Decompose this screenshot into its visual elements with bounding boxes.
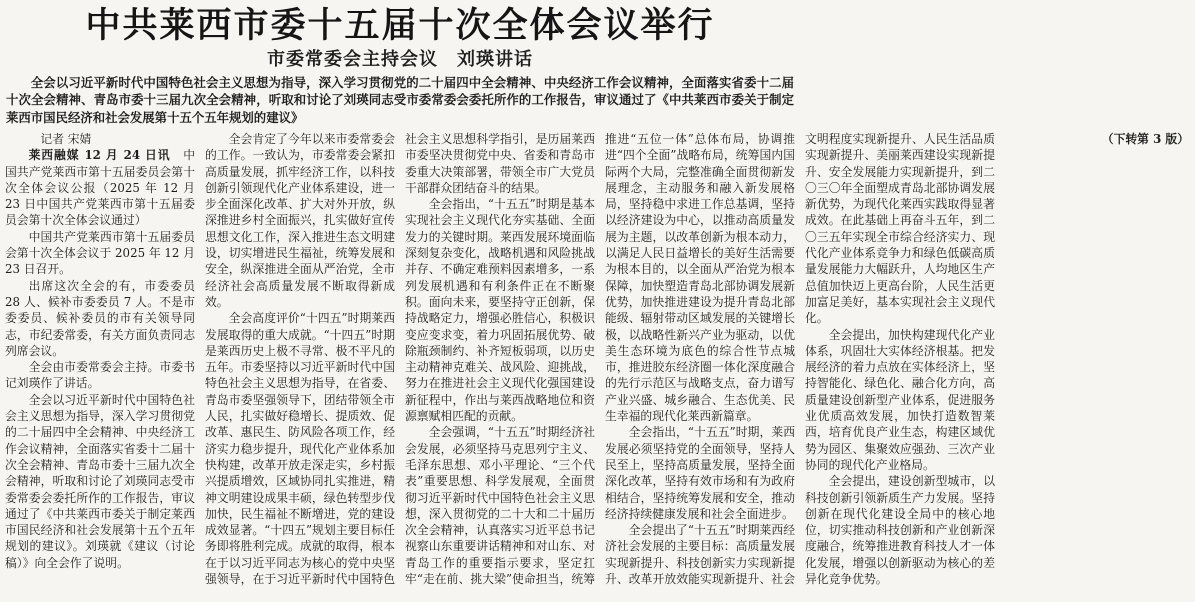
byline: 记者 宋婧: [40, 132, 92, 146]
article-paragraph: 全会高度评价“十四五”时期莱西发展取得的重大成就。“十四五”时期是莱西历史上极不寻常、极不平凡的五年。市委坚持以习近平新时代中国特色社会主义思想为指导，在省委、青岛市委坚强领导下，团结带领全市人民，扎实做好稳增长、提质效、促改革、惠民生、防风险各项工作，经济实力稳步提升，现代化产业体系加快构建，改革开放走深走实，乡村振兴提质增效，区域协同扎实推进，精神文明建设成果丰硕，绿色转型步伐加快，民生福祉不断增进，党的建设成效显著。“十四五”规划主要目标任务即将胜利完成。成就的取得，根本在于以习近平同志为核心的党中央坚强领导，在于习近平新时代中国特色社会主义思想科学指引，是历届莱西市委坚决贯彻党中央、省委和青岛市委重大决策部署，带领全市广大党员干部群众团结奋斗的结果。: [205, 132, 595, 587]
continued-on-page-link: （下转第 3 版）: [1101, 132, 1189, 146]
article-paragraph: 全会提出了“十五五”时期莱西经济社会发展的主要目标：高质量发展实现新提升、科技创新实力实现新提升、改革开放效能实现新提升、社会文明程度实现新提升、人民生活品质实现新提升、美丽莱西建设实现新提升、安全发展能力实现新提升，到二〇三〇年全面塑成青岛北部协调发展新优势，为现代化莱西实践取得显著成效。在此基础上再奋斗五年，到二〇三五年实现全市综合经济实力、现代化产业体系竞争力和绿色低碳高质量发展能力大幅跃升，人均地区生产总值加快迈上更高台阶，人民生活更加富足美好，基本实现社会主义现代化。: [605, 132, 995, 587]
article-paragraph: 全会提出，加快构建现代化产业体系，巩固壮大实体经济根基。把发展经济的着力点放在实体经济上，坚持智能化、绿色化、融合化方向，高质量建设创新型产业体系，促进服务业优质高效发展，加快打造数智莱西，培育优良产业生态，构建区域优势为园区、集聚效应强劲、三次产业协同的现代化产业格局。: [805, 327, 995, 472]
article-paragraph: 全会肯定了今年以来市委常委会的工作。一致认为，市委常委会紧扣高质量发展，抓牢经济工作，以科技创新引领现代化产业体系建设，进一步全面深化改革、扩大对外开放，纵深推进乡村全面振兴，扎实做好宣传思想文化工作，深入推进生态文明建设，切实增进民生福祉，统筹发展和安全，纵深推进全面从严治党，全市经济社会高质量发展不断取得新成效。: [205, 132, 395, 309]
article-paragraph: 全会由市委常委会主持。市委书记刘瑛作了讲话。: [5, 360, 195, 391]
article-paragraph: 全会指出，“十五五”时期，莱西发展必须坚持党的全面领导，坚持人民至上，坚持高质量发展，坚持全面深化改革，坚持有效市场和有为政府相结合，坚持统筹发展和安全，推动经济持续健康发展和社会全面进步。: [605, 425, 795, 521]
article-paragraph: 出席这次全会的有，市委委员 28 人、候补市委委员 7 人。不是市委委员、候补委员的市有关领导同志，市纪委常委，有关方面负责同志列席会议。: [5, 278, 195, 358]
dateline-text: 中国共产党莱西市第十五届委员会第十次全体会议公报（2025 年 12 月 23 日中国共产党莱西市第十五届委员会第十次全体会议通过）: [5, 148, 195, 228]
article-paragraph: 全会指出，“十五五”时期是基本实现社会主义现代化夯实基础、全面发力的关键时期。莱西发展环境面临深刻复杂变化，战略机遇和风险挑战并存、不确定难预料因素增多，一系列发展机遇和有利条件正在不断聚积。面向未来，要坚持守正创新，保持战略定力，增强必胜信心，积极识变应变求变，着力巩固拓展优势、破除瓶颈制约、补齐短板弱项，以历史主动精神克难关、战风险、迎挑战，努力在推进社会主义现代化强国建设新征程中，作出与莱西战略地位和资源禀赋相匹配的贡献。: [405, 197, 595, 424]
subheadline: 市委常委会主持会议 刘瑛讲话: [267, 49, 533, 70]
dateline: 莱西融媒 12 月 24 日讯: [28, 148, 171, 163]
article-paragraph: 全会提出，建设创新型城市，以科技创新引领新质生产力发展。坚持创新在现代化建设全局中的核心地位，切实推动科技创新和产业创新深度融合，统筹推进教育科技人才一体化发展，增强以创新驱动为核心的差异化竞争优势。: [805, 474, 995, 587]
article-paragraph: 中国共产党莱西市第十五届委员会第十次全体会议于 2025 年 12 月 23 日召开。: [5, 229, 195, 277]
article-paragraph: 全会强调，“十五五”时期经济社会发展，必须坚持马克思列宁主义、毛泽东思想、邓小平理论、“三个代表”重要思想、科学发展观，全面贯彻习近平新时代中国特色社会主义思想，深入贯彻党的二十大和二十届历次全会精神，认真落实习近平总书记视察山东重要讲话精神和对山东、对青岛工作的重要指示要求，坚定扛牢“走在前、挑大梁”使命担当，统筹推进“五位一体”总体布局，协调推进“四个全面”战略布局，统筹国内国际两个大局，完整准确全面贯彻新发展理念，主动服务和融入新发展格局，坚持稳中求进工作总基调，坚持以经济建设为中心，以推动高质量发展为主题，以改革创新为根本动力，以满足人民日益增长的美好生活需要为根本目的，以全面从严治党为根本保障，加快塑造青岛北部协调发展新优势，加快推进建设为提升青岛北部能级、辐射带动区域发展的关键增长极，以战略性新兴产业为驱动，以优美生态环境为底色的综合性节点城市，推进胶东经济圈一体化深度融合的先行示范区与战略支点，奋力谱写产业兴盛、城乡融合、生态优美、民生幸福的现代化莱西新篇章。: [405, 132, 795, 587]
headline: 中共莱西市委十五届十次全体会议举行: [85, 5, 715, 46]
article-paragraph: 全会以习近平新时代中国特色社会主义思想为指导，深入学习贯彻党的二十届四中全会精神、中央经济工作会议精神，全面落实省委十二届十次全会精神、青岛市委十三届九次全会精神，听取和讨论了刘瑛同志受市委常委会委托所作的工作报告，审议通过了《中共莱西市委关于制定莱西市国民经济和社会发展第十五个五年规划的建议》。刘瑛就《建议（讨论稿）》向全会作了说明。: [5, 392, 195, 570]
article-body: [5, 131, 1189, 601]
lead-paragraph: 全会以习近平新时代中国特色社会主义思想为指导，深入学习贯彻党的二十届四中全会精神、中央经济工作会议精神，全面落实省委十二届十次全会精神、青岛市委十三届九次全会精神，听取和讨论了刘瑛同志受市委常委会委托所作的工作报告，审议通过了《中共莱西市委关于制定莱西市国民经济和社会发展第十五个五年规划的建议》: [6, 75, 794, 125]
dateline-paragraph: [5, 147, 195, 228]
